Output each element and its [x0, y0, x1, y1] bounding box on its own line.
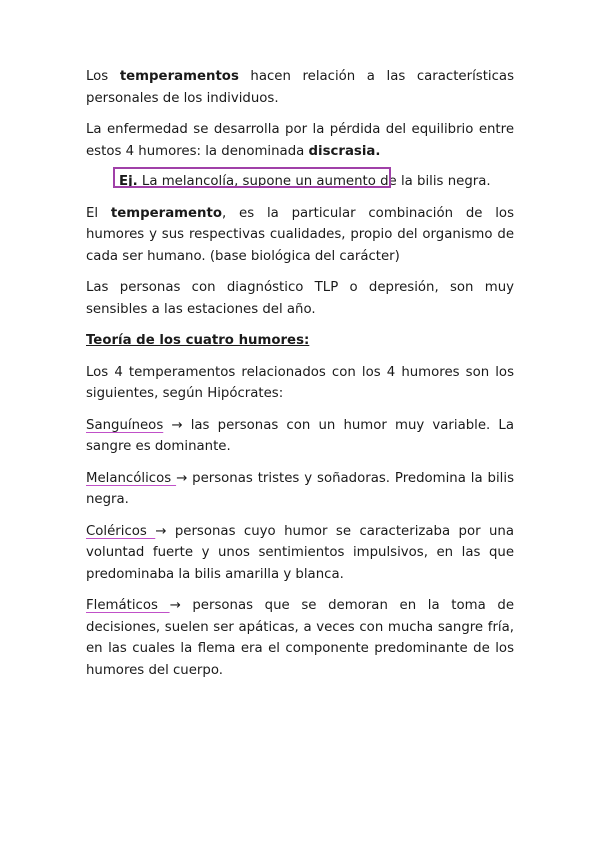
humor-term: Coléricos: [86, 523, 156, 539]
document-page: [86, 66, 514, 681]
example-text: La melancolía, supone un aumento de la bilis negra.: [137, 174, 491, 189]
section-heading: Teoría de los cuatro humores:: [86, 333, 310, 348]
p3-text-pre: El: [86, 205, 111, 221]
humor-item-colericos: [86, 521, 514, 586]
p5-text: Los 4 temperamentos relacionados con los 4 humores son los siguientes, según Hipócrates:: [86, 364, 514, 401]
humor-term: Sanguíneos: [86, 417, 164, 433]
paragraph-enfermedad: [86, 119, 514, 162]
humor-item-flematicos: [86, 595, 514, 681]
p2-text-pre: La enfermedad se desarrolla por la pérdida del equilibrio entre estos 4 humores: la denominada: [86, 122, 514, 159]
paragraph-temperamentos: [86, 66, 514, 109]
arrow-right-icon: →: [155, 523, 175, 539]
p1-bold-term: temperamentos: [119, 69, 239, 84]
humor-desc: personas tristes y soñadoras. Predomina la bilis negra.: [86, 470, 514, 507]
humor-desc: las personas con un humor muy variable. La sangre es dominante.: [86, 417, 514, 454]
humor-item-melancolicos: [86, 468, 514, 511]
paragraph-temperamento: [86, 203, 514, 268]
arrow-right-icon: →: [169, 598, 193, 613]
p1-text-pre: Los: [86, 69, 120, 84]
p3-bold-term: temperamento: [110, 205, 223, 221]
p2-bold-term: discrasia.: [308, 143, 381, 159]
paragraph-hipocrates: [86, 362, 514, 405]
example-label: Ej.: [119, 174, 138, 189]
humor-item-sanguineos: [86, 415, 514, 458]
humor-desc: personas cuyo humor se caracterizaba por una voluntad fuerte y unos sentimientos impulsivos, en las que predominaba la bilis amarilla y blanca.: [86, 523, 515, 582]
arrow-right-icon: →: [176, 470, 193, 486]
arrow-right-icon: →: [163, 417, 191, 433]
p1-text-post: hacen relación a las características personales de los individuos.: [86, 69, 514, 106]
paragraph-tlp: [86, 277, 514, 320]
p4-text: Las personas con diagnóstico TLP o depresión, son muy sensibles a las estaciones del año.: [86, 280, 514, 317]
humor-term: Melancólicos: [86, 470, 177, 486]
humor-desc: personas que se demoran en la toma de decisiones, suelen ser apáticas, a veces con mucha sangre fría, en las cuales la flema era el componente predominante de los humores del cuerpo.: [86, 598, 514, 678]
p3-text-post: , es la particular combinación de los humores y sus respectivas cualidades, propio del organismo de cada ser humano. (base biológica del carácter): [86, 205, 514, 264]
humor-term: Flemáticos: [86, 598, 170, 613]
example-line: [119, 171, 514, 193]
